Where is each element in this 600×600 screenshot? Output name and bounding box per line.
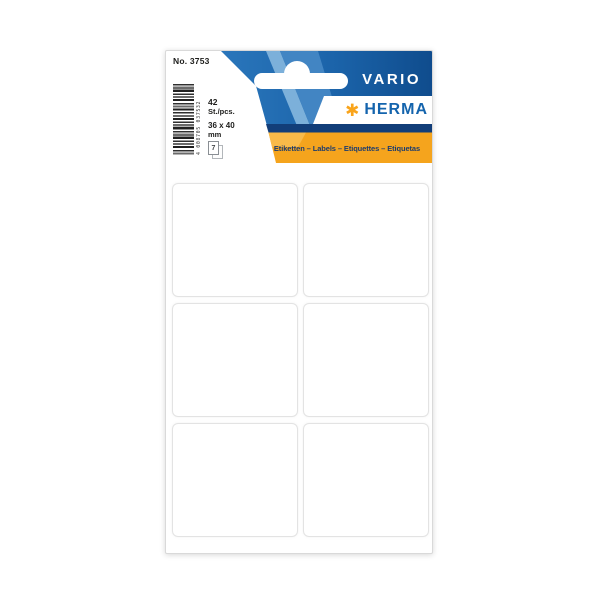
sheet-count-icon: [208, 141, 225, 159]
quantity-size-block: [208, 98, 235, 139]
label-cell: [172, 423, 298, 537]
sheet-count-value: 7: [208, 141, 219, 155]
barcode: [173, 84, 203, 155]
label-cell: [172, 183, 298, 297]
labels-grid: [172, 183, 429, 537]
series-name: VARIO: [362, 71, 421, 88]
label-cell: [172, 303, 298, 417]
brand-logo: [345, 99, 428, 121]
label-cell: [303, 183, 429, 297]
barcode-bars: [173, 84, 194, 155]
label-cell: [303, 303, 429, 417]
label-size-unit: mm: [208, 129, 222, 139]
navy-strip: [266, 124, 432, 133]
herma-asterisk-icon: ✱: [345, 100, 360, 120]
euro-hang-slot-bump: [284, 61, 310, 87]
multilingual-banner: Etiketten – Labels – Etiquettes – Etiquetas: [273, 143, 421, 153]
label-cell: [303, 423, 429, 537]
quantity-value: 42: [208, 97, 218, 107]
label-package: [165, 50, 433, 554]
label-size-value: 36 x 40: [208, 121, 235, 131]
brand-name: HERMA: [364, 101, 428, 118]
product-number: No. 3753: [173, 56, 210, 66]
quantity-unit: St./pcs.: [208, 106, 235, 116]
barcode-number: 4 008705 037532: [196, 100, 202, 155]
